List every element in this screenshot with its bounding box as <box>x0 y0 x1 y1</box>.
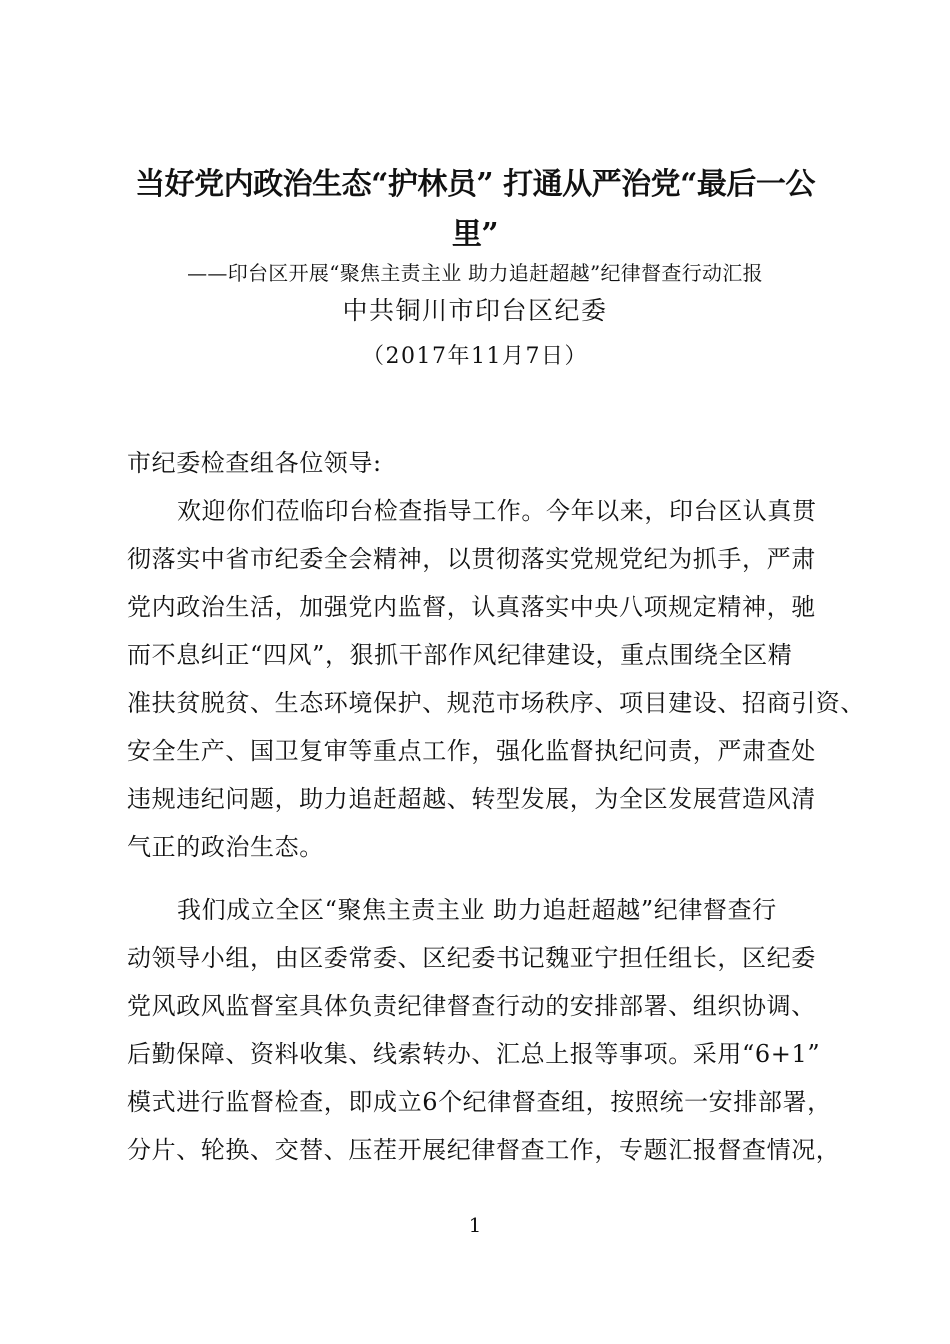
paragraph-2-line: 模式进行监督检查，即成立6个纪律督查组，按照统一安排部署， <box>127 1088 832 1116</box>
document-title-line-2: 里” <box>451 217 499 252</box>
paragraph-1-line: 彻落实中省市纪委全会精神，以贯彻落实党规党纪为抓手，严肃 <box>127 545 816 573</box>
paragraph-2-line: 动领导小组，由区委常委、区纪委书记魏亚宁担任组长，区纪委 <box>127 944 816 972</box>
document-subtitle: ——印台区开展“聚焦主责主业 助力追赶超越”纪律督查行动汇报 <box>187 261 763 285</box>
paragraph-2-line: 后勤保障、资料收集、线索转办、汇总上报等事项。采用“6+1” <box>127 1040 821 1068</box>
paragraph-1-line: 欢迎你们莅临印台检查指导工作。今年以来，印台区认真贯 <box>177 497 817 525</box>
paragraph-2-line: 分片、轮换、交替、压茬开展纪律督查工作，专题汇报督查情况， <box>127 1136 841 1164</box>
paragraph-1-line: 安全生产、国卫复审等重点工作，强化监督执纪问责，严肃查处 <box>127 737 816 765</box>
salutation: 市纪委检查组各位领导: <box>127 449 382 477</box>
paragraph-1-line: 违规违纪问题，助力追赶超越、转型发展，为全区发展营造风清 <box>127 785 816 813</box>
paragraph-1-line: 而不息纠正“四风”，狠抓干部作风纪律建设，重点围绕全区精 <box>127 641 793 669</box>
paragraph-1-line: 准扶贫脱贫、生态环境保护、规范市场秩序、项目建设、招商引资、 <box>127 689 865 717</box>
page-number: 1 <box>468 1213 482 1237</box>
paragraph-1-line: 党内政治生活，加强党内监督，认真落实中央八项规定精神，驰 <box>127 593 816 621</box>
paragraph-2-line: 党风政风监督室具体负责纪律督查行动的安排部署、组织协调、 <box>127 992 816 1020</box>
paragraph-1-line: 气正的政治生态。 <box>127 833 324 861</box>
paragraph-2-line: 我们成立全区“聚焦主责主业 助力追赶超越”纪律督查行 <box>177 896 777 924</box>
document-title-line-1: 当好党内政治生态“护林员” 打通从严治党“最后一公 <box>135 167 815 202</box>
document-date: （2017年11月7日） <box>362 344 588 369</box>
document-organization: 中共铜川市印台区纪委 <box>342 296 608 325</box>
